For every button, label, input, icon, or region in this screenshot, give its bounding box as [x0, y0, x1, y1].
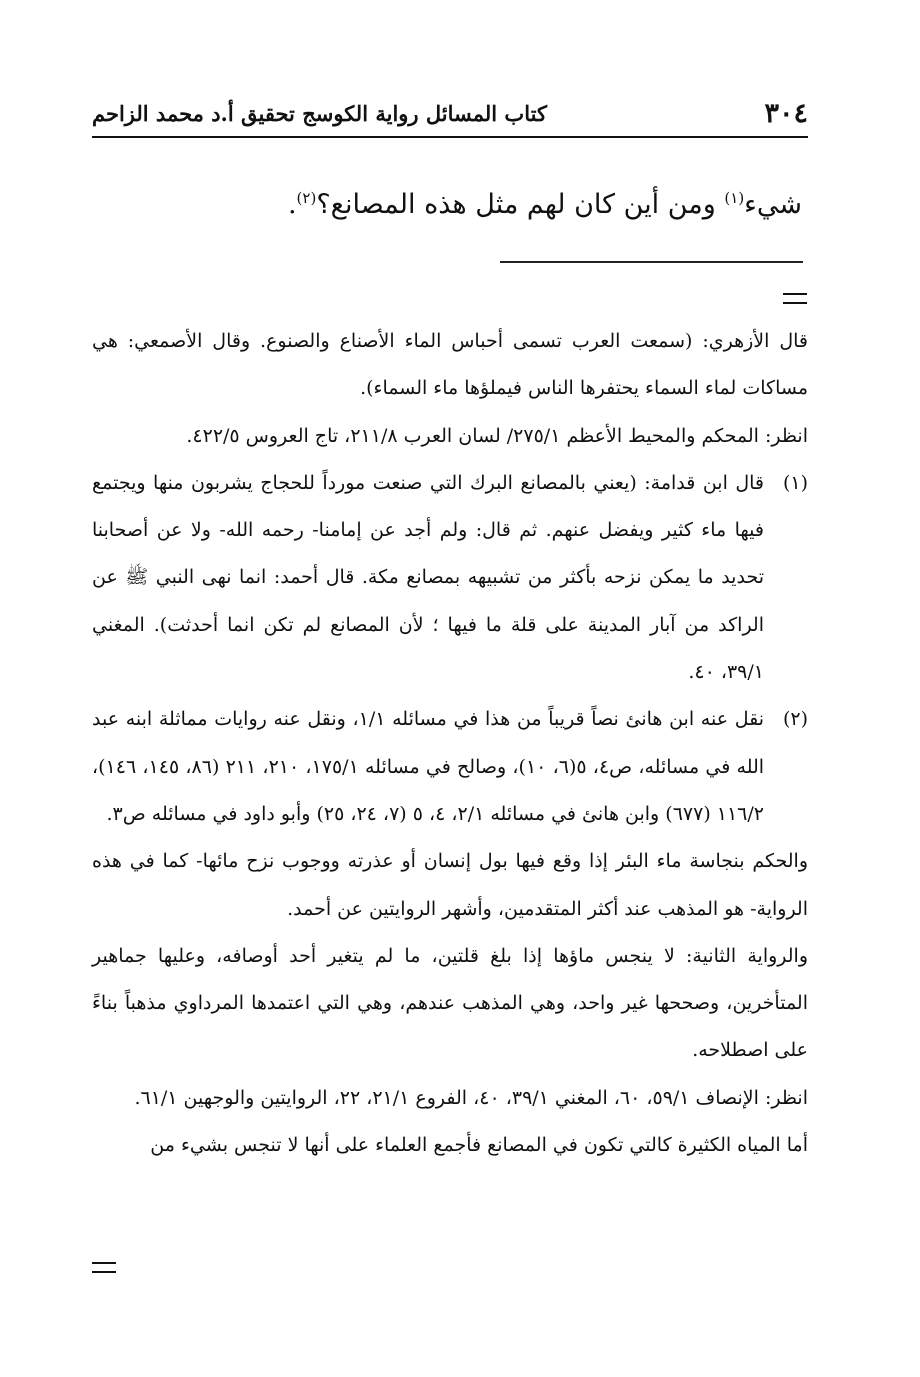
continuation-mark-top [783, 293, 807, 304]
footnotes [92, 318, 808, 1169]
footnote-2 [92, 696, 808, 838]
footnote-ref-1: (١) [724, 189, 745, 207]
footnote-2-paragraph-continues [92, 1122, 808, 1169]
footnote-continued-azhari [92, 318, 808, 413]
footnote-text: والرواية الثانية: لا ينجس ماؤها إذا بلغ قلتين، ما لم يتغير أحد أوصافه، وعليها جماهير المتأخرين، وصححها غير واحد، وهي المذهب عندهم، وهي التي اعتمدها المرداوي مذهباً بناءً على اصطلاحه. [92, 944, 808, 1062]
footnote-text: أما المياه الكثيرة كالتي تكون في المصانع فأجمع العلماء على أنها لا تنجس بشيء من [150, 1134, 808, 1157]
footnote-text: والحكم بنجاسة ماء البئر إذا وقع فيها بول إنسان أو عذرته ووجوب نزح مائها- كما في هذه الرواية- هو المذهب عند أكثر المتقدمين، وأشهر الروايتين عن أحمد. [92, 850, 808, 920]
footnote-2-paragraph-second-narration [92, 933, 808, 1075]
running-title: كتاب المسائل رواية الكوسج تحقيق أ.د محمد الزاحم [92, 100, 547, 126]
footnote-2-paragraph-sources [92, 1075, 808, 1122]
footnote-text: قال ابن قدامة: (يعني بالمصانع البرك التي صنعت مورداً للحجاج يشربون منها ويجتمع فيها ماء كثير ويفضل عنهم. ثم قال: ولم أجد عن إمامنا- رحمه الله- ولا عن أصحابنا تحديد ما يمكن نزحه بأكثر من تشبيهه بمصانع مكة. قال أحمد: انما نهى النبي ﷺ عن الراكد من آبار المدينة على قلة ما فيها ؛ لأن المصانع لم تكن انما أحدثت). المغني ٣٩/١، ٤٠. [92, 471, 764, 684]
footnote-text: قال الأزهري: (سمعت العرب تسمى أحباس الماء الأصناع والصنوع. وقال الأصمعي: هي مساكات لماء السماء يحتفرها الناس فيملؤها ماء السماء). [92, 330, 808, 400]
footnote-2-paragraph-ruling [92, 838, 808, 933]
main-text-end: . [287, 189, 297, 220]
footnote-separator [500, 261, 803, 263]
footnote-text: انظر: المحكم والمحيط الأعظم ٢٧٥/١/ لسان العرب ٢١١/٨، تاج العروس ٤٢٢/٥. [186, 424, 808, 447]
continuation-mark-bottom [92, 1262, 116, 1273]
footnote-number: (٢) [782, 708, 808, 731]
main-text-start: شيء [744, 189, 802, 220]
footnote-number: (١) [782, 471, 808, 494]
page-number: ٣٠٤ [764, 97, 808, 129]
footnote-text: نقل عنه ابن هانئ نصاً قريباً من هذا في مسائله ١/١، ونقل عنه روايات مماثلة ابنه عبد الله في مسائله، ص٤، ٥(٦، ١٠)، وصالح في مسائله ١٧٥/١، ٢١٠، ٢١١ (٨٦، ١٤٥، ١٤٦)، ١١٦/٢ (٦٧٧) وابن هانئ في مسائله ٢/١، ٤، ٥ (٧، ٢٤، ٢٥) وأبو داود في مسائله ص٣. [92, 708, 765, 825]
page-header [92, 92, 808, 134]
footnote-ref-2: (٢) [296, 189, 317, 207]
header-rule [92, 136, 808, 138]
footnote-continued-refs [92, 413, 808, 460]
footnote-1 [92, 460, 808, 696]
main-text [152, 178, 802, 232]
main-text-middle: ومن أين كان لهم مثل هذه المصانع؟ [316, 189, 725, 220]
footnote-text: انظر: الإنصاف ٥٩/١، ٦٠، المغني ٣٩/١، ٤٠، الفروع ٢١/١، ٢٢، الروايتين والوجهين ٦١/١. [134, 1086, 808, 1109]
